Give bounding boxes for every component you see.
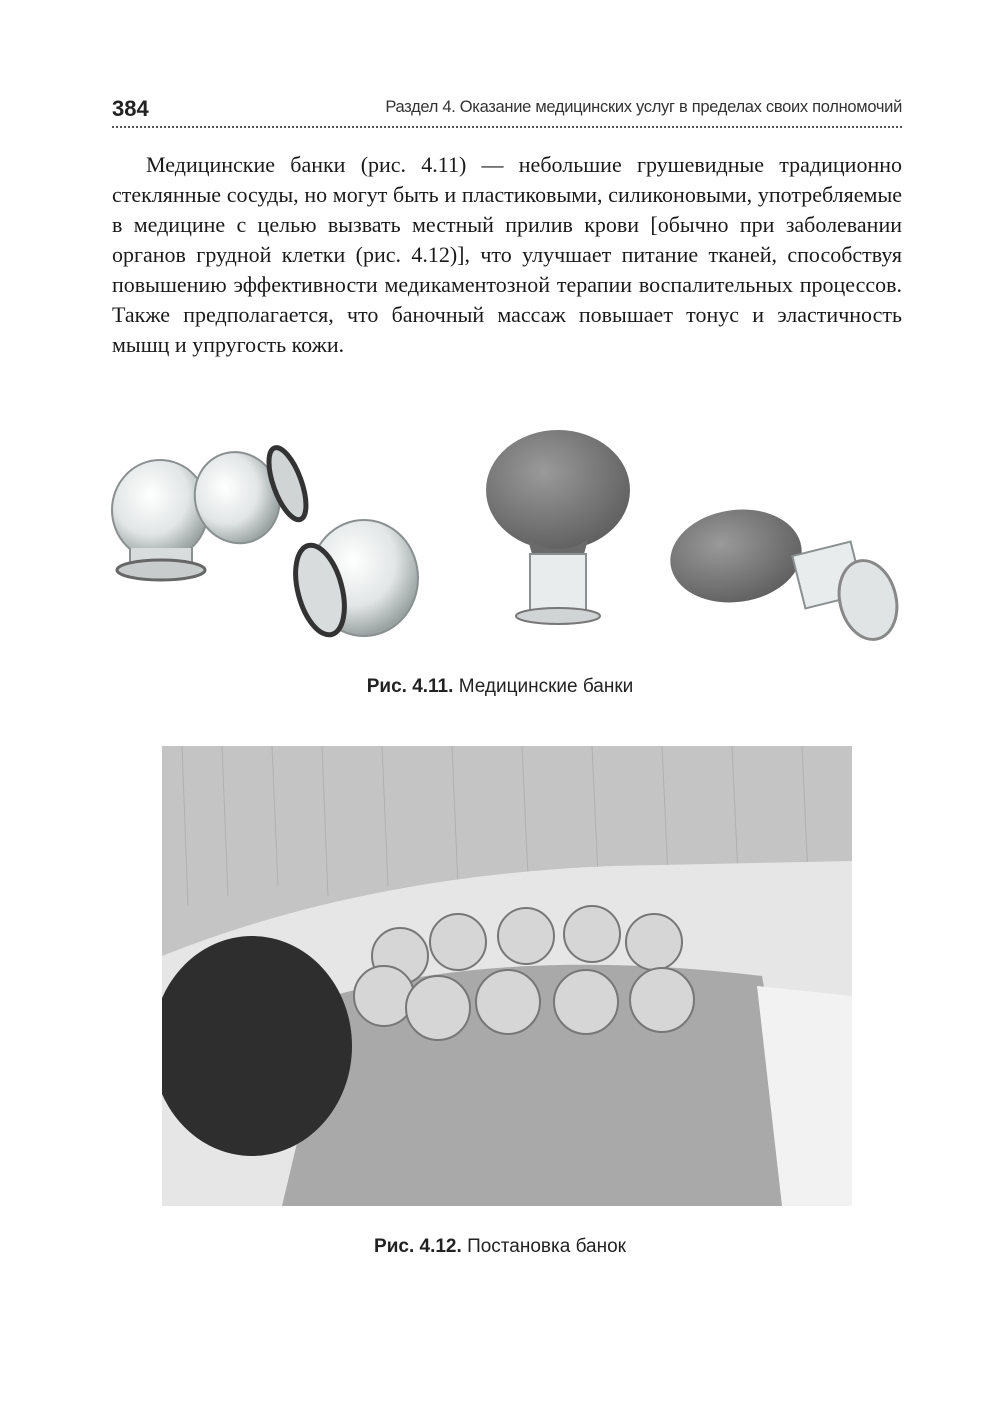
figure-caption (0, 676, 1000, 698)
caption-text: Постановка банок (467, 1236, 626, 1257)
figure-cupping-photo (162, 746, 852, 1206)
figure-caption (0, 1236, 1000, 1258)
caption-label: Рис. 4.12. (374, 1236, 462, 1257)
body-text (112, 150, 902, 360)
page-number: 384 (112, 96, 149, 121)
caption-text: Медицинские банки (458, 676, 634, 697)
figure-cupping-jars (108, 428, 908, 658)
caption-label: Рис. 4.11. (366, 676, 454, 697)
glass-jar (182, 432, 315, 555)
glass-jar (112, 460, 208, 580)
silicone-bulb-cup (664, 501, 905, 645)
silicone-bulb-cup (486, 430, 630, 624)
header-divider (112, 126, 902, 128)
page-header (112, 92, 902, 132)
running-head: Раздел 4. Оказание медицинских услуг в пределах своих полномочий (385, 98, 902, 116)
paragraph: Медицинские банки (рис. 4.11) — небольшие грушевидные традиционно стеклянные сосуды, но могут быть и пластиковыми, силиконовыми, употребляемые в медицине с целью вызвать местный прилив крови [обычно при заболевании органов грудной клетки (рис. 4.12)], что улучшает питание тканей, способствуя повышению эффективности медикаментозной терапии воспалительных процессов. Также предполагается, что баночный массаж повышает тонус и эластичность мышц и упругость кожи. (112, 152, 902, 357)
glass-jar (287, 520, 418, 640)
